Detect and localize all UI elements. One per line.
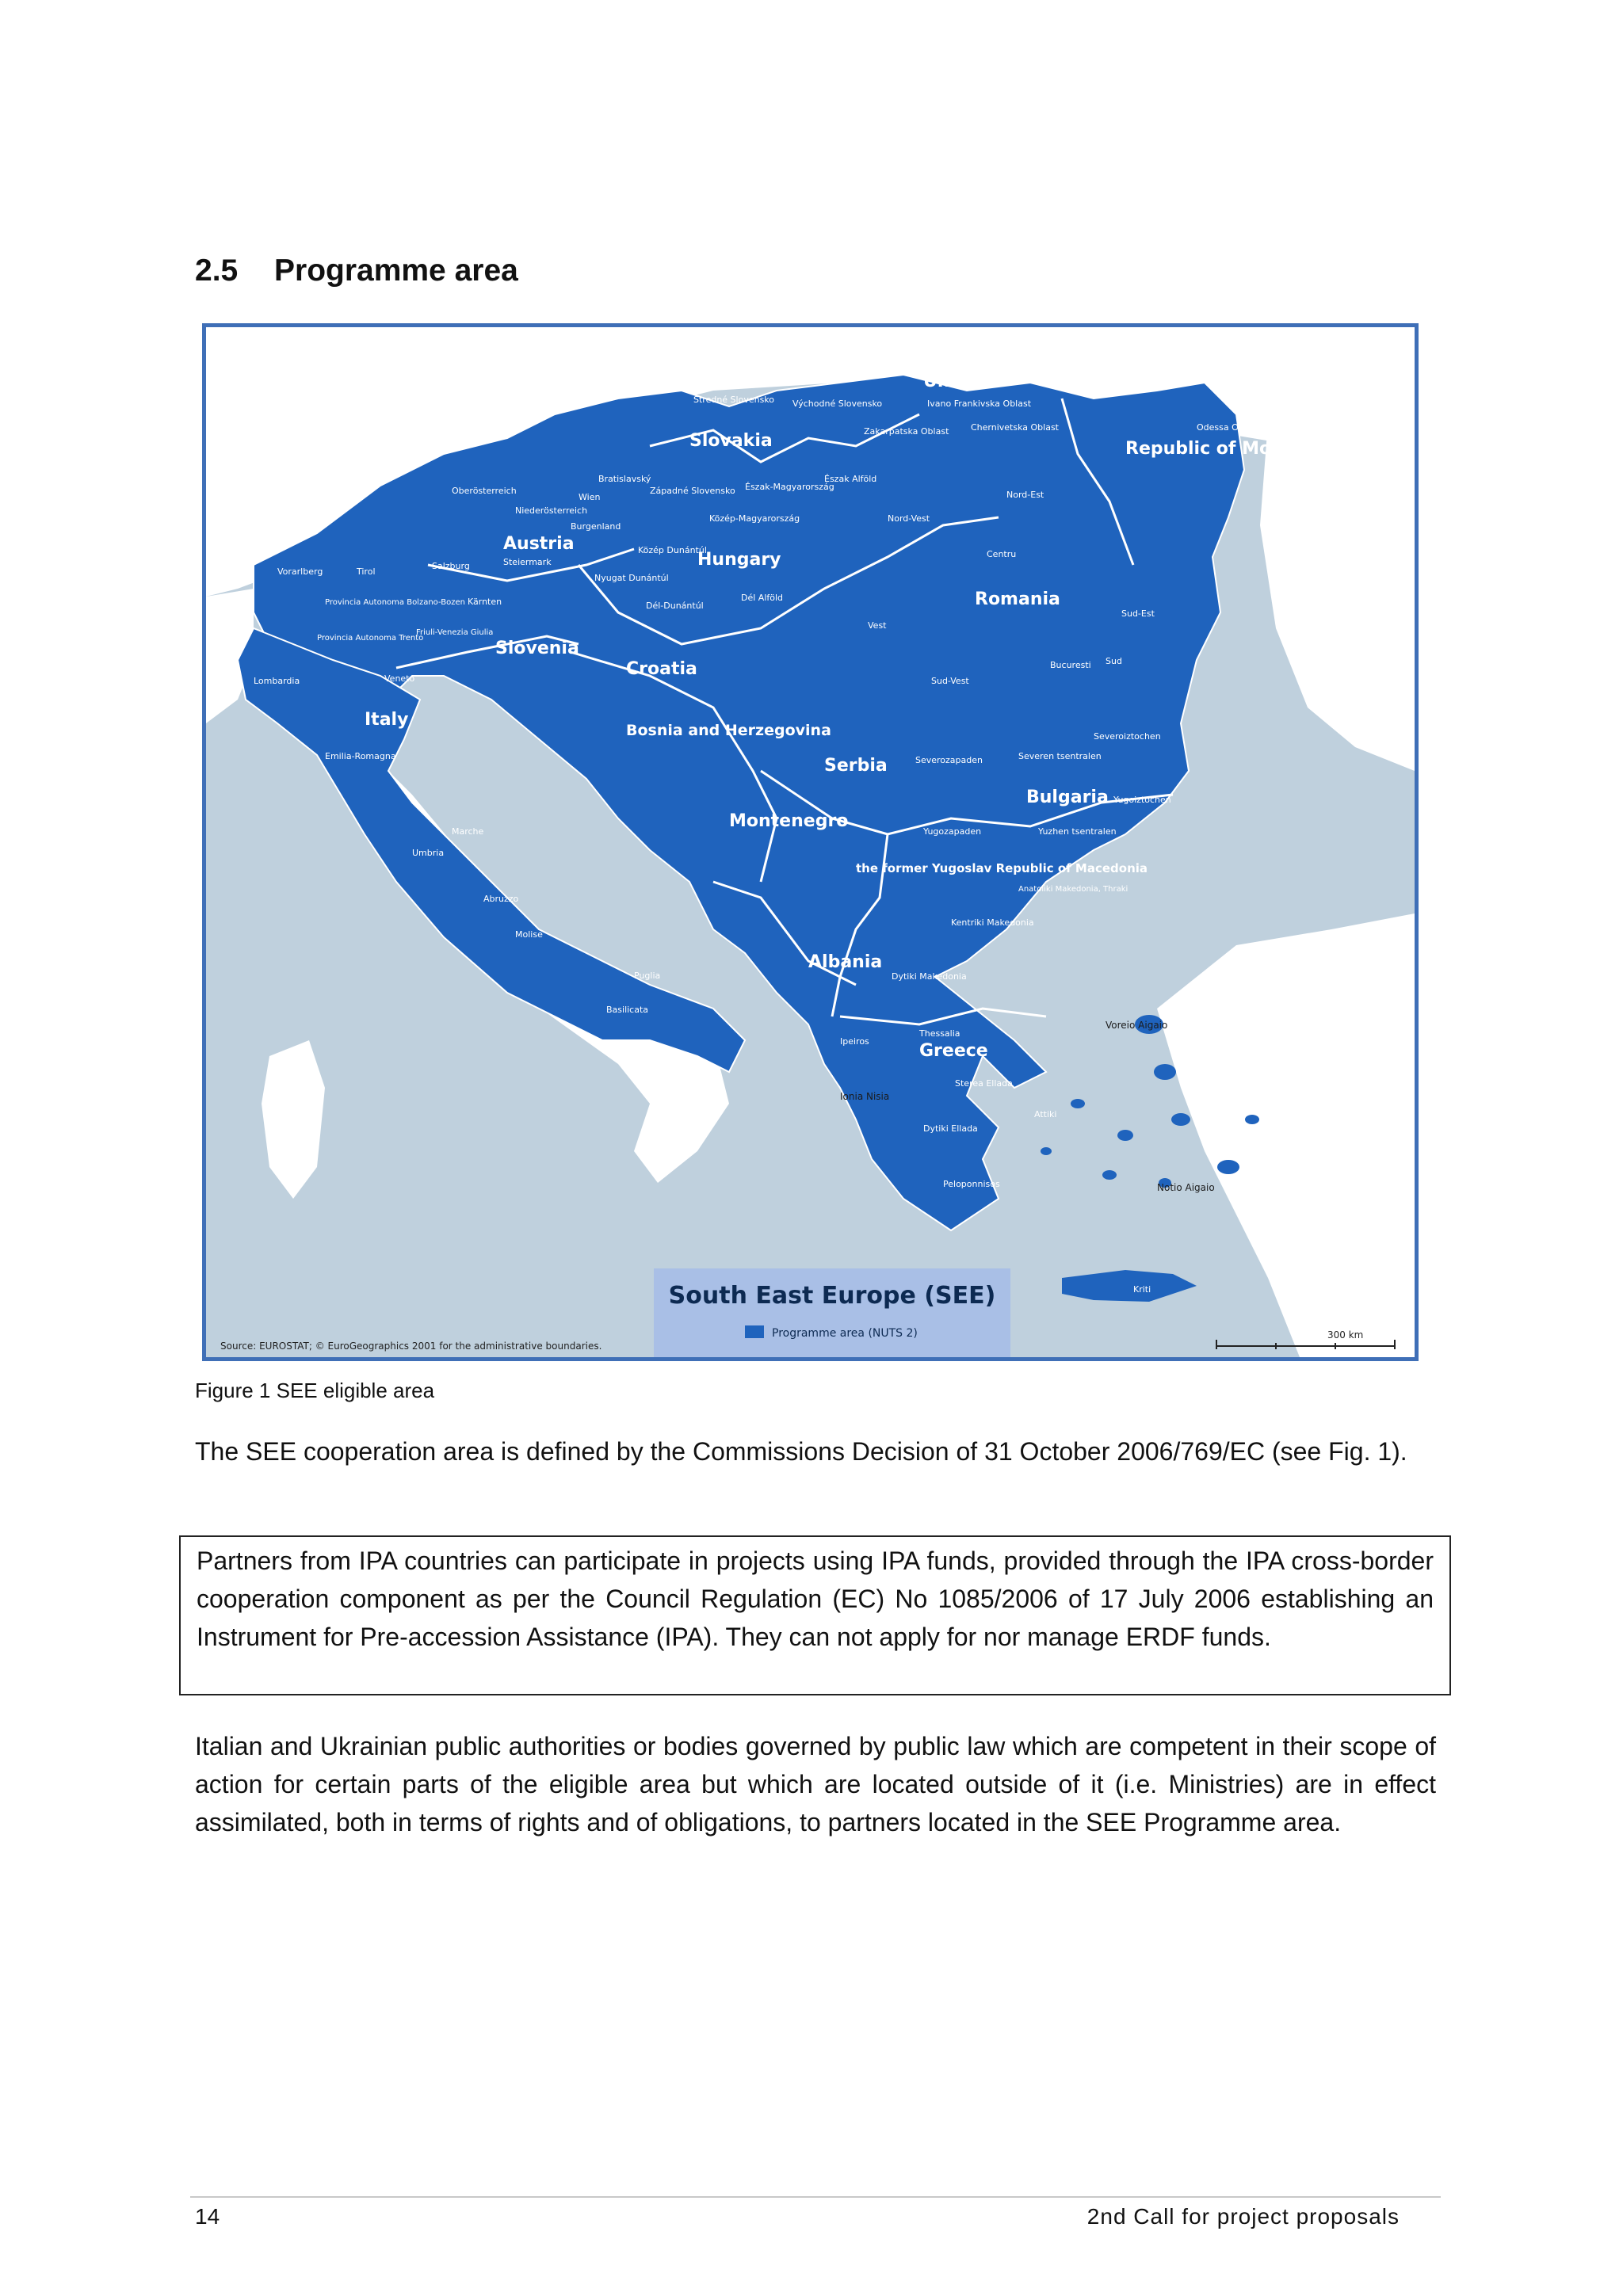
region-label: Sterea Ellada [955,1078,1013,1089]
region-label: Vest [868,620,887,631]
region-label: Ivano Frankivska Oblast [927,399,1032,409]
region-label: Puglia [634,971,661,981]
region-label: Dél-Dunántúl [646,601,704,611]
region-label: Sud-Vest [931,676,969,686]
section-title: Programme area [274,254,518,288]
region-label: Notio Aigaio [1157,1182,1215,1193]
country-label-austria: Austria [503,534,575,554]
region-label: Tirol [357,566,376,577]
region-label: Kentriki Makedonia [951,917,1034,928]
region-label: Közép Dunántúl [638,545,707,555]
region-label: Attiki [1034,1109,1057,1119]
country-label-bulgaria: Bulgaria [1026,788,1109,807]
region-label: Yuzhen tsentralen [1038,826,1117,837]
region-label: Zakarpatska Oblast [864,426,949,437]
region-label: Burgenland [571,521,621,532]
region-label: Severozapaden [915,755,983,765]
region-label: Voreio Aigaio [1106,1020,1168,1031]
region-label: Thessalia [919,1028,960,1039]
section-number: 2.5 [195,254,239,288]
region-label: Odessa Oblast [1197,422,1260,433]
map-title: South East Europe (SEE) [668,1282,996,1310]
paragraph-cooperation-area: The SEE cooperation area is defined by the Commissions Decision of 31 October 2006/769/EC (see Fig. 1). [195,1437,1407,1466]
country-label-croatia: Croatia [626,659,697,679]
region-label: Anatoliki Makedonia, Thraki [1018,885,1128,894]
region-label: Centru [987,549,1017,559]
region-label: Východné Slovensko [792,399,883,409]
region-label: Nord-Est [1006,490,1044,500]
region-label: Západné Slovensko [650,486,735,496]
section-heading [195,254,518,288]
region-label: Umbria [412,848,445,858]
country-label-montenegro: Montenegro [729,811,849,831]
footer-title: 2nd Call for project proposals [1086,2204,1400,2229]
country-label-macedonia: the former Yugoslav Republic of Macedonia [856,861,1148,875]
region-label: Kriti [1133,1284,1151,1295]
country-label-ukraine: Ukraine [923,372,1000,391]
country-label-bosnia: Bosnia and Herzegovina [626,722,831,739]
country-label-hungary: Hungary [697,550,781,570]
region-label: Vorarlberg [277,566,323,577]
country-label-romania: Romania [975,589,1060,609]
region-label: Dytiki Ellada [923,1123,978,1134]
region-label: Yugoiztochen [1113,795,1171,805]
see-map-figure [202,323,1419,1361]
scale-label: 300 km [1327,1329,1364,1341]
figure-caption: Figure 1 SEE eligible area [195,1379,435,1402]
footer-divider [190,2196,1441,2198]
region-label: Dél Alföld [741,593,784,603]
region-label: Provincia Autonoma Bolzano-Bozen [325,598,465,607]
region-label: Lombardia [254,676,300,686]
region-label: Yugozapaden [923,826,982,837]
region-label: Észak Alföld [824,474,877,484]
region-label: Stredné Slovensko [693,395,775,405]
region-label: Sud-Est [1121,608,1155,619]
region-label: Wien [579,492,601,502]
country-label-albania: Albania [808,952,883,972]
region-label: Észak-Magyarország [745,482,834,492]
region-label: Molise [515,929,543,940]
region-label: Steiermark [503,557,552,567]
region-label: Oberösterreich [452,486,517,496]
region-label: Severoiztochen [1094,731,1161,742]
region-label: Közép-Magyarország [709,513,800,524]
region-label: Chernivetska Oblast [971,422,1059,433]
region-label: Ionia Nisia [840,1091,890,1102]
region-label: Bratislavský [598,474,651,484]
map-source: Source: EUROSTAT; © EuroGeographics 2001 for the administrative boundaries. [220,1341,602,1352]
country-label-italy: Italy [365,710,409,730]
country-label-moldova: Republic of Moldova [1125,439,1325,459]
region-label: Severen tsentralen [1018,751,1102,761]
region-label: Bucuresti [1050,660,1091,670]
country-label-serbia: Serbia [824,756,888,776]
region-label: Nord-Vest [888,513,930,524]
region-label: Provincia Autonoma Trento [317,634,424,643]
region-label: Peloponnisos [943,1179,1000,1189]
country-label-greece: Greece [919,1041,988,1061]
region-label: Emilia-Romagna [325,751,396,761]
region-label: Abruzzo [483,894,519,904]
region-label: Ipeiros [840,1036,869,1047]
ipa-note-box [179,1535,1451,1695]
region-label: Kärnten [468,597,502,607]
region-label: Marche [452,826,484,837]
country-label-slovakia: Slovakia [689,431,773,451]
page-number: 14 [195,2204,220,2229]
region-label: Dytiki Makedonia [892,971,967,982]
region-label: Sud [1106,656,1122,666]
legend-label: Programme area (NUTS 2) [772,1327,918,1340]
legend-swatch [745,1325,764,1338]
country-label-slovenia: Slovenia [495,639,579,658]
region-label: Friuli-Venezia Giulia [416,628,494,637]
region-label: Veneto [384,673,415,684]
region-label: Basilicata [606,1005,649,1015]
region-label: Niederösterreich [515,505,588,516]
paragraph-ipa-partners: Partners from IPA countries can participate in projects using IPA funds, provided through the IPA cross-border cooperation component as per the Council Regulation (EC) No 1085/2006 of 17 July 2006 establishing an Instrument for Pre-accession Assistance (IPA). They can not apply for nor manage ERDF funds. [197,1547,1434,1651]
see-map [206,327,1415,1357]
region-label: Salzburg [432,561,470,571]
region-label: Nyugat Dunántúl [594,573,669,583]
paragraph-italian-ukrainian: Italian and Ukrainian public authorities or bodies governed by public law which are competent in their scope of action for certain parts of the eligible area but which are located outside of it (i.e. Ministries) are in effect assimilated, both in terms of rights and of obligations, to partners located in the SEE Programme area. [195,1732,1436,1836]
